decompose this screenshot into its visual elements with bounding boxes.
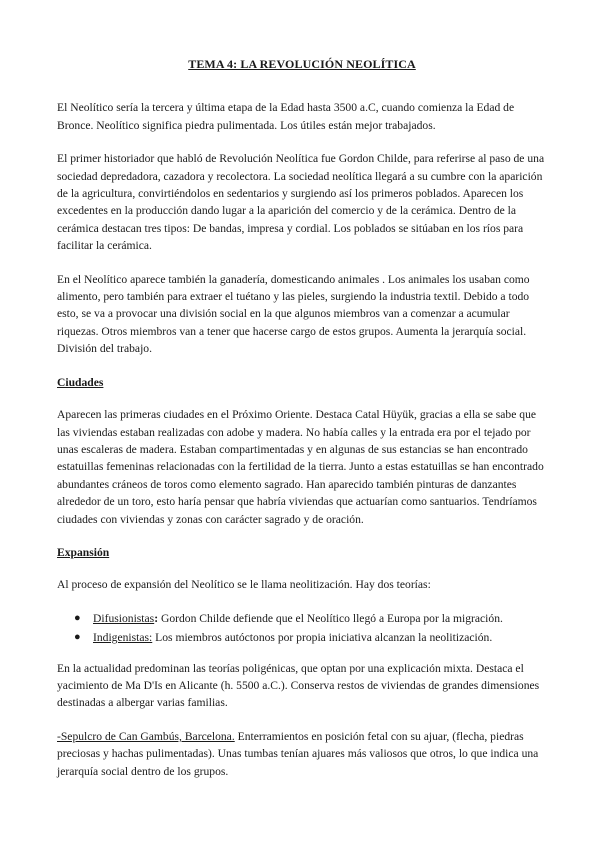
list-item <box>74 629 547 646</box>
page-title: TEMA 4: LA REVOLUCIÓN NEOLÍTICA <box>188 57 416 71</box>
bullet-icon: ● <box>74 611 81 624</box>
sepulcro-text: Enterramientos en posición fetal con su ajuar, (flecha, piedras preciosas y hachas pulimentadas). Unas tumbas tenían ajuares más valiosos que otros, lo que indica una jerarquía social dentro de los grupos. <box>57 729 539 778</box>
sepulcro-label: -Sepulcro de Can Gambús, Barcelona. <box>57 729 235 743</box>
sepulcro-paragraph <box>57 728 547 780</box>
section-heading-expansion: Expansión <box>57 545 110 559</box>
list-item <box>74 610 547 627</box>
expansion-intro: Al proceso de expansión del Neolítico se le llama neolitización. Hay dos teorías: <box>57 578 431 592</box>
theories-list <box>57 610 547 647</box>
intro-paragraph-3: En el Neolítico aparece también la ganadería, domesticando animales . Los animales los usaban como alimento, pero también para extraer el tuétano y las pieles, surgiendo la industria textil. Debido a todo esto, se va a provocar una división social en la que algunos miembros van a comenzar a acumular riquezas. Otros miembros van a tener que hacerse cargo de estos grupos. Aumenta la jerarquía social. División del trabajo. <box>57 272 530 356</box>
theory-term: Difusionistas <box>93 611 155 625</box>
section-heading-ciudades: Ciudades <box>57 375 104 389</box>
expansion-paragraph: En la actualidad predominan las teorías poligénicas, que optan por una explicación mixta. Destaca el yacimiento de Ma D'Is en Alicante (h. 5500 a.C.). Conserva restos de viviendas de grandes dimensiones destinadas a albergar varias familias. <box>57 661 540 710</box>
theory-text: Gordon Childe defiende que el Neolítico llegó a Europa por la migración. <box>158 611 503 625</box>
theory-text: Los miembros autóctonos por propia iniciativa alcanzan la neolitización. <box>152 631 493 645</box>
intro-paragraph-2: El primer historiador que habló de Revolución Neolítica fue Gordon Childe, para referirse al paso de una sociedad depredadora, cazadora y recolectora. La sociedad neolítica llegará a su cumbre con la aparición de la agricultura, convirtiéndolos en sedentarios y surgiendo así los primeros poblados. Aparecen los excedentes en la producción dando lugar a la aparición del comercio y de la cerámica. Dentro de la cerámica destacan tres tipos: De bandas, impresa y cordial. Los poblados se sitúaban en los ríos para facilitar la cerámica. <box>57 152 545 253</box>
theory-term: Indigenistas: <box>93 631 153 645</box>
bullet-icon: ● <box>74 631 81 644</box>
document-page <box>57 56 547 796</box>
theory-colon: : <box>154 611 159 625</box>
intro-paragraph-1: El Neolítico sería la tercera y última etapa de la Edad hasta 3500 a.C, cuando comienza la Edad de Bronce. Neolítico significa piedra pulimentada. Los útiles están mejor trabajados. <box>57 101 515 132</box>
ciudades-paragraph: Aparecen las primeras ciudades en el Próximo Oriente. Destaca Catal Hüyük, gracias a ella se sabe que las viviendas estaban realizadas con adobe y madera. No había calles y la entrada era por el tejado por unas escaleras de madera. Estaban compartimentadas y en algunas de sus estancias se han encontrado estatuillas femeninas relacionadas con la fertilidad de la tierra. Junto a estas estatuillas se han encontrado abundantes cráneos de toros como elemento sagrado. Han aparecido también pinturas de danzantes alrededor de un toro, esto haría pensar que habría viviendas que actuarían como santuarios. Tendríamos ciudades con viviendas y zonas con carácter sagrado y de oración. <box>57 408 544 526</box>
